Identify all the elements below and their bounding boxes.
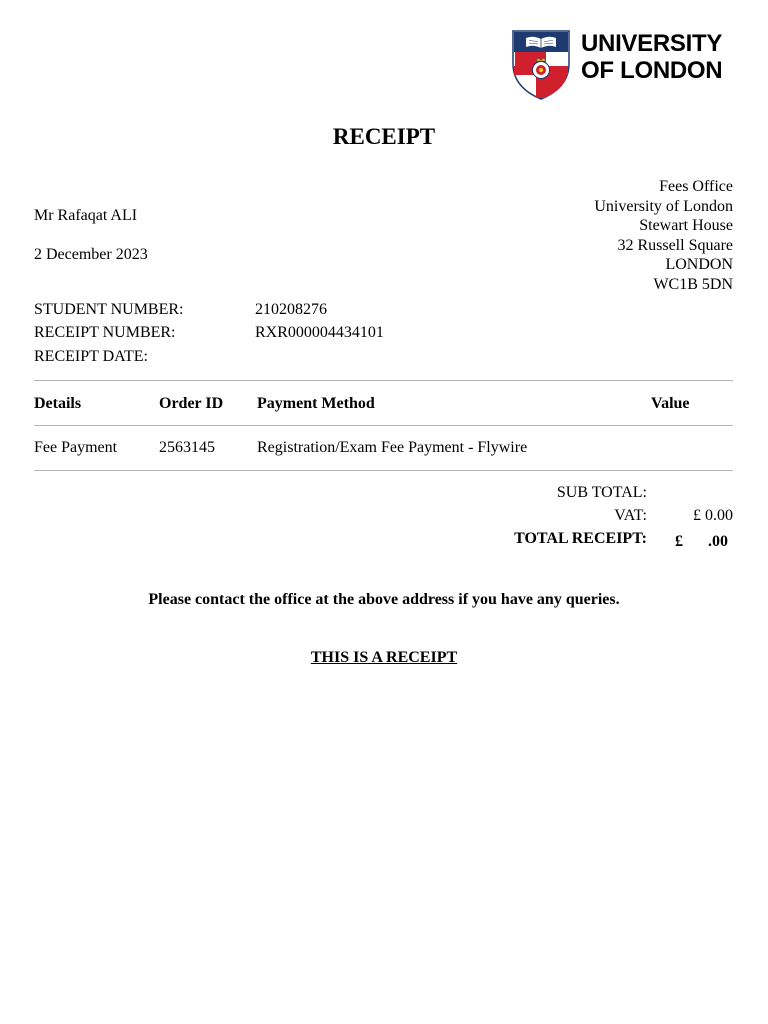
column-header-value: Value: [651, 395, 690, 412]
student-number-value: 210208276: [255, 301, 327, 318]
page-title: RECEIPT: [332, 124, 436, 149]
vat-label: VAT:: [614, 507, 647, 524]
cell-order-id: 2563145: [159, 439, 215, 456]
table-top-divider: [34, 380, 733, 381]
receipt-notice: THIS IS A RECEIPT: [310, 649, 458, 666]
vat-value: £ 0.00: [693, 507, 733, 524]
cell-payment-method: Registration/Exam Fee Payment - Flywire: [257, 439, 528, 456]
contact-note: Please contact the office at the above address if you have any queries.: [148, 591, 620, 608]
receipt-date-label: RECEIPT DATE:: [34, 348, 148, 365]
address-line: LONDON: [665, 256, 733, 273]
table-bottom-divider: [34, 470, 733, 471]
address-line: Fees Office: [659, 178, 733, 195]
sub-total-label: SUB TOTAL:: [556, 484, 647, 501]
cell-details: Fee Payment: [34, 439, 118, 456]
university-wordmark: [581, 30, 722, 84]
address-line: WC1B 5DN: [653, 275, 733, 293]
university-logo: [512, 30, 738, 100]
table-header-divider: [34, 425, 733, 426]
address-line: 32 Russell Square: [617, 236, 733, 254]
column-header-details: Details: [34, 395, 82, 412]
letter-date: 2 December 2023: [34, 246, 148, 263]
wordmark-line2: OF LONDON: [581, 57, 723, 84]
total-receipt-label: TOTAL RECEIPT:: [514, 530, 647, 547]
university-crest-icon: [512, 30, 570, 100]
total-currency: £: [675, 533, 683, 550]
wordmark-line1: UNIVERSITY: [581, 30, 723, 57]
column-header-order-id: Order ID: [159, 395, 224, 412]
receipt-number-value: RXR000004434101: [255, 324, 384, 341]
recipient-name: Mr Rafaqat ALI: [34, 207, 138, 224]
student-number-label: STUDENT NUMBER:: [34, 301, 184, 318]
address-line: University of London: [594, 197, 733, 215]
column-header-payment-method: Payment Method: [257, 395, 375, 412]
office-address: [594, 177, 733, 294]
receipt-number-label: RECEIPT NUMBER:: [34, 324, 176, 341]
address-line: Stewart House: [639, 217, 733, 234]
total-amount: .00: [708, 533, 728, 550]
